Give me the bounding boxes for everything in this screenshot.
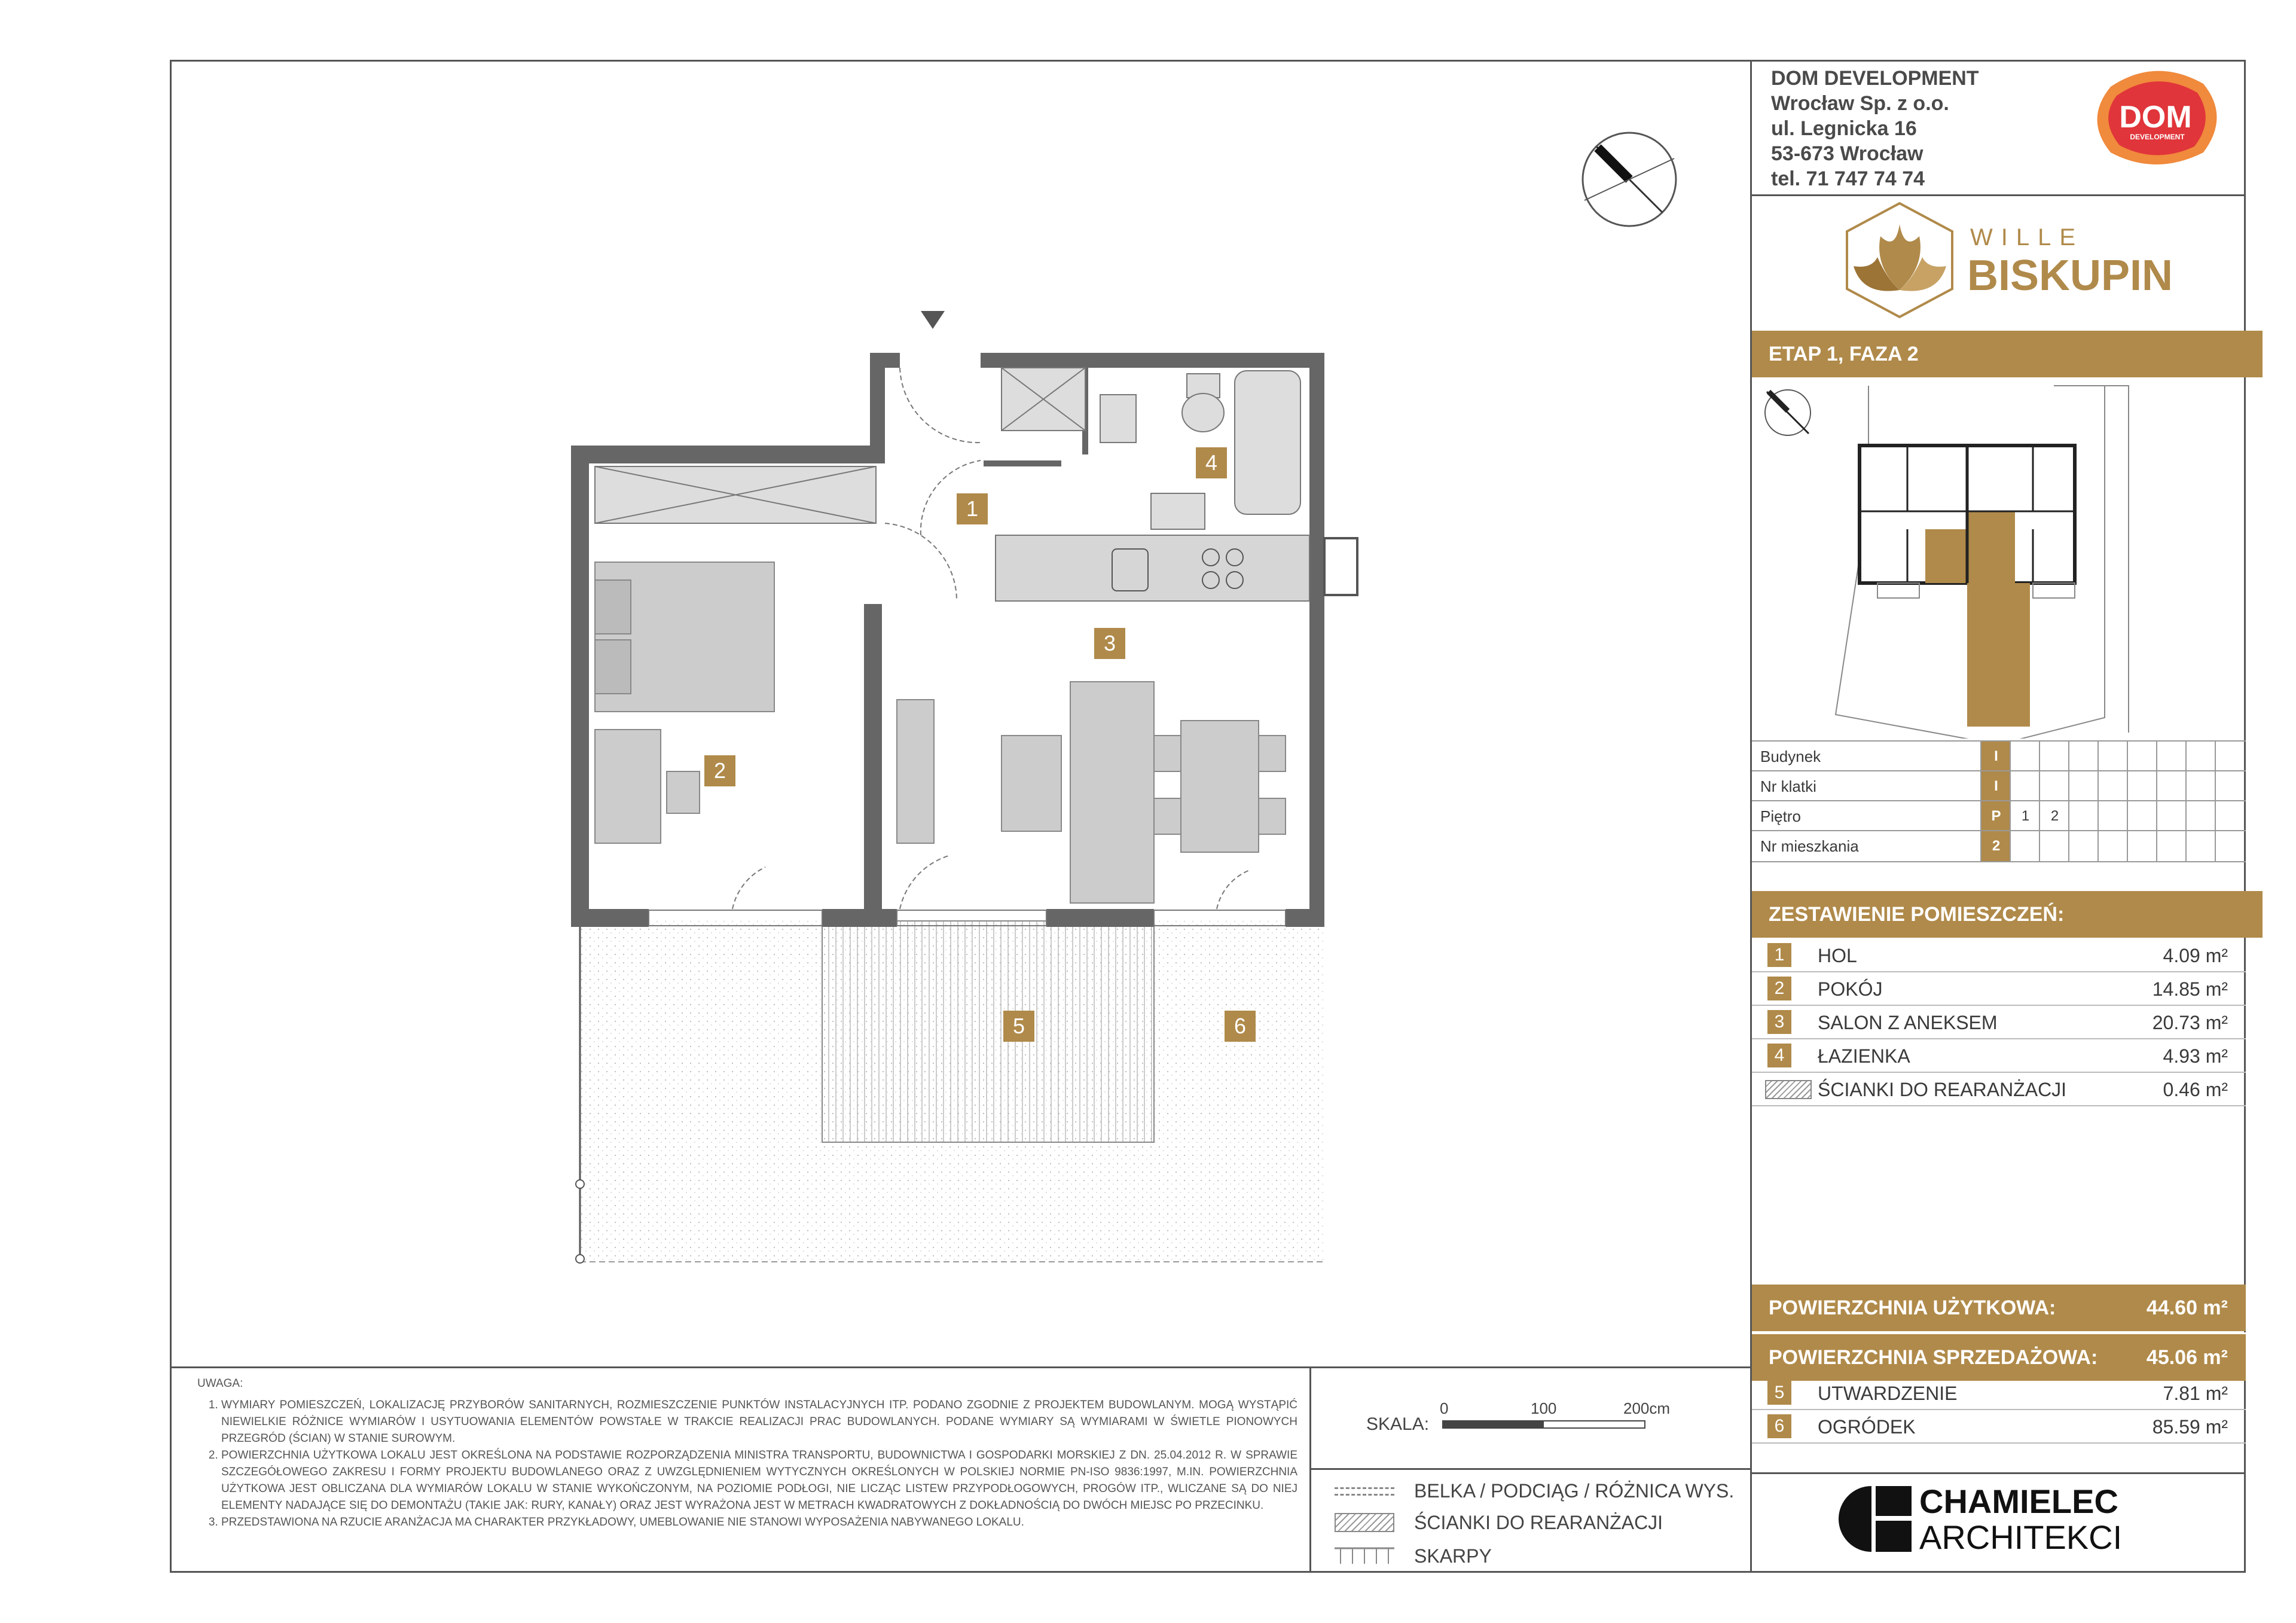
outdoor-row: [1752, 1375, 2246, 1410]
company-street: ul. Legnicka 16: [1771, 117, 1917, 140]
legend-label: ŚCIANKI DO REARANŻACJI: [1414, 1512, 1663, 1533]
details-row: [1752, 800, 2246, 831]
rooms-title-bar: [1752, 891, 2263, 938]
details-row: [1752, 770, 2246, 801]
company-address: [1771, 66, 1979, 191]
site-plan: [1752, 380, 2246, 739]
dashed-line-icon: [1335, 1487, 1394, 1496]
floor-plan: [538, 299, 1405, 1280]
notes-title: UWAGA:: [197, 1377, 243, 1390]
hatch-icon: [1335, 1513, 1394, 1532]
room-name: SALON Z ANEKSEM: [1818, 1012, 1998, 1033]
plan-tag-4: 4: [1196, 447, 1227, 478]
plan-tag-2: 2: [704, 755, 735, 786]
outdoor-name: UTWARDZENIE: [1818, 1383, 1958, 1404]
room-name: HOL: [1818, 945, 1857, 966]
room-area: 14.85 m²: [2152, 978, 2228, 1000]
note-item: 3. PRZEDSTAWIONA NA RZUCIE ARANŻACJA MA CHARAKTER PRZYKŁADOWY, UMEBLOWANIE NIE STANOWI WYPOSAŻENIA NABYWANEGO LOKALU.: [221, 1514, 1297, 1531]
project-name-line2: BISKUPIN: [1967, 252, 2173, 300]
stage-bar: [1752, 331, 2263, 377]
scale-tick-0: 0: [1440, 1399, 1449, 1417]
notes-block: [197, 1375, 1297, 1531]
room-name: ŁAZIENKA: [1818, 1045, 1910, 1067]
room-row: [1752, 938, 2246, 972]
project-name-line1: WILLE: [1970, 224, 2084, 251]
partition-area: 0.46 m²: [2163, 1079, 2228, 1100]
outdoor-area: 85.59 m²: [2152, 1416, 2228, 1438]
svg-text:DOM: DOM: [2119, 100, 2192, 135]
dom-logo: [2087, 63, 2224, 170]
outdoor-area: 7.81 m²: [2163, 1383, 2228, 1404]
room-number: 2: [1767, 977, 1791, 1000]
scale-tick-100: 100: [1531, 1399, 1557, 1417]
room-area: 20.73 m²: [2152, 1012, 2228, 1033]
plan-tag-1: 1: [957, 493, 988, 524]
plan-tag-5: 5: [1003, 1011, 1034, 1042]
company-entity: Wrocław Sp. z o.o.: [1771, 92, 1949, 115]
company-phone: tel. 71 747 74 74: [1771, 167, 1925, 190]
scale-tick-200: 200cm: [1623, 1399, 1671, 1417]
legend-label: BELKA / PODCIĄG / RÓŻNICA WYS.: [1414, 1480, 1735, 1502]
details-row: [1752, 830, 2246, 862]
outdoor-number: 5: [1767, 1381, 1791, 1405]
sales-area-value: 45.06 m²: [2146, 1346, 2228, 1369]
legend-divider: [1309, 1468, 1752, 1470]
details-row: [1752, 740, 2246, 771]
room-row: [1752, 1005, 2246, 1039]
compass-icon: [1578, 129, 1680, 230]
stage-label: ETAP 1, FAZA 2: [1769, 343, 1919, 365]
details-value: P: [1980, 801, 2011, 831]
architect-name-line1: CHAMIELEC: [1919, 1482, 2118, 1520]
details-label: Piętro: [1760, 807, 1801, 825]
plan-tag-3: 3: [1094, 628, 1125, 659]
room-number: 1: [1767, 943, 1791, 967]
note-item: 2. POWIERZCHNIA UŻYTKOWA LOKALU JEST OKREŚLONA NA PODSTAWIE ROZPORZĄDZENIA MINISTRA TRANSPORTU, BUDOWNICTWA I GOSPODARKI MORSKIEJ Z DN. 25.04.2012 R. W SPRAWIE SZCZEGÓŁOWEGO ZAKRESU I FORMY PROJEKTU BUDOWLANEGO ORAZ Z UWZGLĘDNIENIEM WYTYCZNYCH OKREŚLONYCH W POLSKIEJ NORMIE PN-ISO 9836:1997, M.IN. POWIERZCHNIA UŻYTKOWA JEST OBLICZANA DLA WYMIARÓW LOKALU W STANIE WYKOŃCZONYM, NA POZIOMIE PODŁOGI, NIE LICZĄC LISTEW PRZYPODŁOGOWYCH, PROGÓW ITP., WLICZANE SĄ DO NIEJ ELEMENTY NADAJĄCE SIĘ DO DEMONTAŻU (TAKIE JAK: RURY, KANAŁY) ORAZ JEST WYRAŻONA JEST W METRACH KWADRATOWYCH Z DOKŁADNOŚCIĄ DO DWÓCH MIEJSC PO PRZECINKU.: [221, 1447, 1297, 1514]
usable-area-bar: [1752, 1285, 2246, 1331]
usable-area-value: 44.60 m²: [2146, 1296, 2228, 1319]
outdoor-number: 6: [1767, 1414, 1791, 1438]
window-reveal-icon: [1335, 1546, 1394, 1564]
room-name: POKÓJ: [1818, 978, 1883, 1000]
sales-area-bar: [1752, 1332, 2246, 1381]
usable-area-label: POWIERZCHNIA UŻYTKOWA:: [1769, 1296, 2056, 1319]
room-number: 4: [1767, 1044, 1791, 1067]
details-label: Nr klatki: [1760, 777, 1816, 795]
room-row: [1752, 1038, 2246, 1073]
scale-label: SKALA:: [1366, 1414, 1430, 1434]
details-value: I: [1980, 771, 2011, 801]
scale-bar: [1442, 1420, 1645, 1429]
room-area: 4.93 m²: [2163, 1045, 2228, 1067]
details-label: Budynek: [1760, 748, 1821, 765]
details-value: 2: [1980, 831, 2011, 861]
sales-area-label: POWIERZCHNIA SPRZEDAŻOWA:: [1769, 1346, 2098, 1369]
svg-text:DEVELOPMENT: DEVELOPMENT: [2130, 133, 2185, 141]
outdoor-row: [1752, 1409, 2246, 1444]
legend-label: SKARPY: [1414, 1545, 1492, 1567]
plan-tag-6: 6: [1225, 1011, 1256, 1042]
room-number: 3: [1767, 1010, 1791, 1034]
note-item: 1. WYMIARY POMIESZCZEŃ, LOKALIZACJĘ PRZYBORÓW SANITARNYCH, ROZMIESZCZENIE PUNKTÓW INSTALACYJNYCH ITP. PODANO ZGODNIE Z PROJEKTEM BUDOWLANYM. MOGĄ WYSTĄPIĆ NIEWIELKIE RÓŻNICE WYMIARÓW I USYTUOWANIA ELEMENTÓW POWSTAŁE W TRAKCIE REALIZACJI PRAC BUDOWLANYCH. PODANE WYMIARY SĄ WYMIARAMI W ŚWIETLE PIONOWYCH PRZEGRÓD (ŚCIAN) W STANIE SUROWYM.: [221, 1397, 1297, 1447]
oak-leaf-logo: [1839, 200, 1961, 320]
details-label: Nr mieszkania: [1760, 837, 1859, 855]
partition-name: ŚCIANKI DO REARANŻACJI: [1818, 1079, 2067, 1100]
architect-name-line2: ARCHITEKCI: [1919, 1518, 2123, 1556]
room-area: 4.09 m²: [2163, 945, 2228, 966]
details-value: 1: [2010, 801, 2040, 831]
hatch-icon: [1765, 1080, 1812, 1099]
architect-logo-mark: [1839, 1486, 1913, 1552]
company-divider: [1750, 194, 2246, 196]
partition-row: [1752, 1072, 2246, 1106]
details-value: I: [1980, 742, 2011, 771]
room-row: [1752, 971, 2246, 1006]
details-value: 2: [2039, 801, 2069, 831]
architect-divider: [1750, 1472, 2246, 1474]
outdoor-name: OGRÓDEK: [1818, 1416, 1916, 1438]
company-city: 53-673 Wrocław: [1771, 142, 1923, 165]
rooms-title: ZESTAWIENIE POMIESZCZEŃ:: [1769, 903, 2065, 926]
company-name: DOM DEVELOPMENT: [1771, 67, 1979, 90]
bottom-divider: [170, 1366, 1752, 1368]
